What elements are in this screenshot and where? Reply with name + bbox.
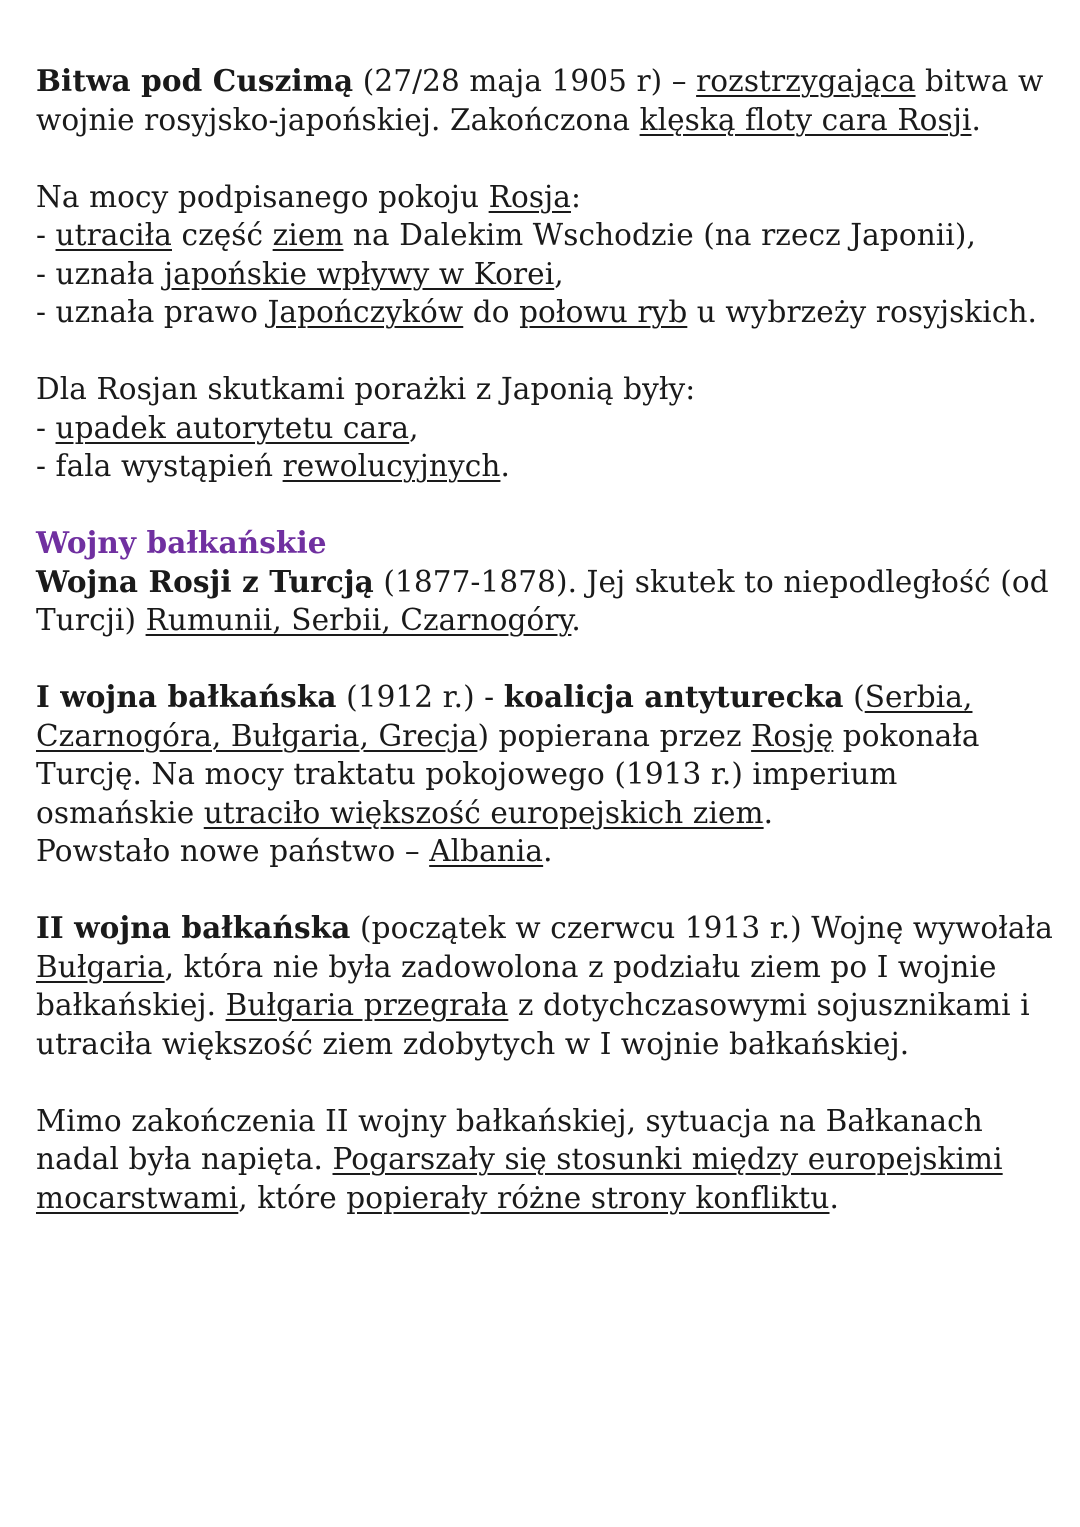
underlined-text: upadek autorytetu cara xyxy=(55,410,410,445)
underlined-text: Rosję xyxy=(751,718,834,753)
text: Na mocy podpisanego pokoju xyxy=(36,179,489,214)
term-first-balkan-war: I wojna bałkańska xyxy=(36,679,337,714)
text: - uznała prawo xyxy=(36,295,268,329)
paragraph-effects-intro: Dla Rosjan skutkami porażki z Japonią były: xyxy=(36,372,696,406)
spacer xyxy=(36,332,1056,371)
text: (początek w czerwcu 1913 r.) Wojnę wywołała xyxy=(350,911,1053,945)
underlined-text: połowu ryb xyxy=(519,295,688,329)
underlined-text: ziem xyxy=(272,218,344,252)
underlined-text: utraciło większość europejskich ziem xyxy=(203,795,764,830)
text: ) popierana przez xyxy=(477,718,752,753)
text: - xyxy=(36,218,56,252)
term-russo-turkish-war: Wojna Rosji z Turcją xyxy=(36,563,374,599)
list-item xyxy=(36,216,1056,255)
spacer xyxy=(36,139,1056,178)
section-heading-balkan-wars: Wojny bałkańskie xyxy=(36,525,327,560)
term-cuszima: Bitwa pod Cuszimą xyxy=(36,63,354,98)
list-item xyxy=(36,447,1056,486)
text: ( xyxy=(843,680,865,714)
text: . xyxy=(763,795,774,830)
text: , xyxy=(409,410,419,445)
text: z dotychczasowymi sojusznikami i utraciła większość ziem zdobytych w I wojnie bałkańskiej. xyxy=(36,988,1030,1061)
text: (1912 r.) - xyxy=(336,680,504,714)
text: Mimo zakończenia II wojny bałkańskiej, sytuacja na Bałkanach nadal była napięta. xyxy=(36,1103,983,1176)
text: , xyxy=(554,256,564,291)
underlined-text: Bułgaria przegrała xyxy=(225,988,509,1022)
paragraph-peace-intro xyxy=(36,178,1056,217)
text: Powstało nowe państwo – xyxy=(36,834,430,868)
underlined-text: klęską floty cara Rosji xyxy=(639,102,972,137)
underlined-text: Rosja xyxy=(488,179,571,214)
underlined-text: Pogarszały się stosunki między europejskimi mocarstwami xyxy=(36,1142,1003,1215)
paragraph-first-balkan-war xyxy=(36,678,1056,832)
spacer xyxy=(36,486,1056,525)
text: u wybrzeży rosyjskich. xyxy=(687,295,1038,329)
text: do xyxy=(463,295,520,329)
term-anti-turkish-coalition: koalicja antyturecka xyxy=(503,679,844,714)
spacer xyxy=(36,871,1056,910)
text: część xyxy=(172,218,273,252)
list-item xyxy=(36,255,1056,294)
paragraph-russo-turkish-war xyxy=(36,563,1056,640)
underlined-text: rewolucyjnych xyxy=(282,449,501,483)
underlined-text: rozstrzygająca xyxy=(696,64,916,98)
text: - fala wystąpień xyxy=(36,449,283,483)
underlined-text: Serbia, Czarnogóra, Bułgaria, Grecja xyxy=(36,680,973,753)
text: na Dalekim Wschodzie (na rzecz Japonii), xyxy=(343,218,976,252)
document-body xyxy=(36,62,1056,1217)
spacer xyxy=(36,1063,1056,1102)
text: - xyxy=(36,410,56,445)
underlined-text: popierały różne strony konfliktu xyxy=(346,1180,830,1215)
underlined-text: japońskie wpływy w Korei xyxy=(163,256,555,291)
underlined-text: Rumunii, Serbii, Czarnogóry xyxy=(145,603,572,637)
text: , która nie była zadowolona z podziału ziem po I wojnie bałkańskiej. xyxy=(36,949,997,1022)
term-second-balkan-war: II wojna bałkańska xyxy=(36,910,351,945)
text: , które xyxy=(238,1180,347,1215)
text: (27/28 maja 1905 r) – xyxy=(353,64,697,98)
text: . xyxy=(571,603,581,637)
list-item xyxy=(36,293,1056,332)
spacer xyxy=(36,640,1056,679)
list-item xyxy=(36,409,1056,448)
text: - uznała xyxy=(36,256,164,291)
text: (1877-1878). Jej skutek to niepodległość (od Turcji) xyxy=(36,564,1049,637)
text: bitwa w wojnie rosyjsko-japońskiej. Zakończona xyxy=(36,64,1044,137)
text: . xyxy=(543,834,553,868)
underlined-text: Albania xyxy=(429,834,544,868)
paragraph-cuszima xyxy=(36,62,1056,139)
text: . xyxy=(829,1180,839,1215)
underlined-text: Bułgaria xyxy=(36,949,165,984)
text: . xyxy=(500,449,510,483)
text: . xyxy=(971,102,982,137)
underlined-text: utraciła xyxy=(55,218,172,252)
underlined-text: Japończyków xyxy=(267,295,464,329)
paragraph-albania xyxy=(36,832,1056,871)
text: : xyxy=(571,179,582,214)
paragraph-second-balkan-war xyxy=(36,909,1056,1063)
text: pokonała Turcję. Na mocy traktatu pokojowego (1913 r.) imperium osmańskie xyxy=(36,718,980,830)
paragraph-aftermath xyxy=(36,1102,1056,1218)
